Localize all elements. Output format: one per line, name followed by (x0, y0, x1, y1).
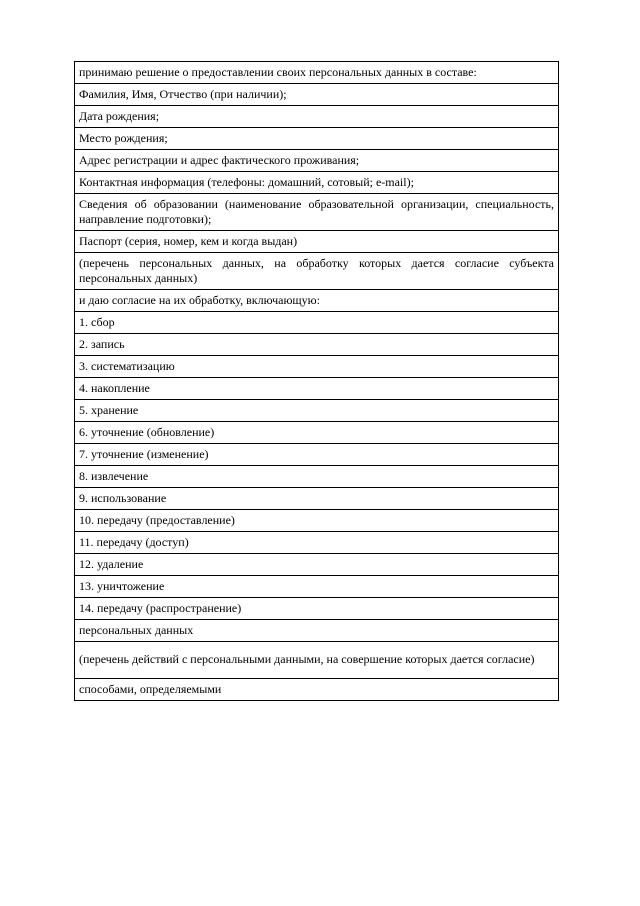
table-cell: 4. накопление (75, 378, 559, 400)
table-cell: 2. запись (75, 334, 559, 356)
table-row (75, 554, 559, 576)
table-cell: 13. уничтожение (75, 576, 559, 598)
table-row (75, 422, 559, 444)
table-cell: 12. удаление (75, 554, 559, 576)
table-row (75, 444, 559, 466)
table-row (75, 488, 559, 510)
consent-table (74, 61, 559, 701)
table-cell: Адрес регистрации и адрес фактического проживания; (75, 150, 559, 172)
table-row (75, 312, 559, 334)
table-row (75, 334, 559, 356)
table-cell: 9. использование (75, 488, 559, 510)
table-row (75, 84, 559, 106)
table-cell: Паспорт (серия, номер, кем и когда выдан) (75, 231, 559, 253)
table-row (75, 290, 559, 312)
table-cell: Место рождения; (75, 128, 559, 150)
table-cell: 10. передачу (предоставление) (75, 510, 559, 532)
document-page (74, 61, 559, 701)
table-cell: (перечень действий с персональными данными, на совершение которых дается согласие) (75, 642, 559, 679)
table-row (75, 510, 559, 532)
table-cell: принимаю решение о предоставлении своих персональных данных в составе: (75, 62, 559, 84)
table-cell: 8. извлечение (75, 466, 559, 488)
table-cell: 1. сбор (75, 312, 559, 334)
table-row (75, 106, 559, 128)
table-row (75, 128, 559, 150)
table-cell: персональных данных (75, 620, 559, 642)
table-cell: 6. уточнение (обновление) (75, 422, 559, 444)
table-row (75, 466, 559, 488)
table-cell: и даю согласие на их обработку, включающую: (75, 290, 559, 312)
table-row (75, 194, 559, 231)
table-row (75, 576, 559, 598)
table-cell: Дата рождения; (75, 106, 559, 128)
table-cell: 3. систематизацию (75, 356, 559, 378)
table-row (75, 356, 559, 378)
table-row (75, 679, 559, 701)
table-row (75, 62, 559, 84)
table-row (75, 231, 559, 253)
table-cell: Контактная информация (телефоны: домашний, сотовый; e-mail); (75, 172, 559, 194)
table-row (75, 150, 559, 172)
table-cell: 7. уточнение (изменение) (75, 444, 559, 466)
table-row (75, 642, 559, 679)
table-cell: 5. хранение (75, 400, 559, 422)
table-cell: способами, определяемыми (75, 679, 559, 701)
table-cell: (перечень персональных данных, на обработку которых дается согласие субъекта персональных данных) (75, 253, 559, 290)
table-cell: Сведения об образовании (наименование образовательной организации, специальность, направление подготовки); (75, 194, 559, 231)
table-row (75, 620, 559, 642)
table-cell: 14. передачу (распространение) (75, 598, 559, 620)
table-row (75, 598, 559, 620)
table-cell: Фамилия, Имя, Отчество (при наличии); (75, 84, 559, 106)
table-cell: 11. передачу (доступ) (75, 532, 559, 554)
table-row (75, 532, 559, 554)
table-row (75, 172, 559, 194)
table-row (75, 378, 559, 400)
table-row (75, 253, 559, 290)
table-row (75, 400, 559, 422)
